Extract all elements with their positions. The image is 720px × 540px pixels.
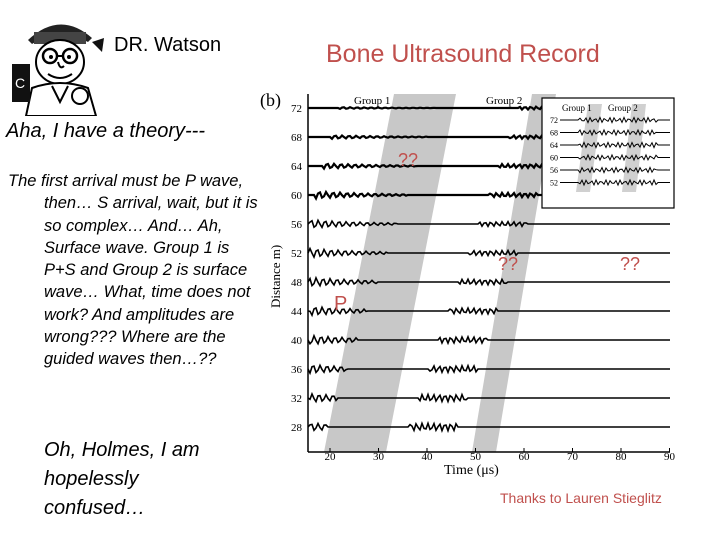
panel-label: (b) [260, 90, 281, 110]
inset-y-tick-label: 68 [550, 128, 558, 138]
y-tick-label: 56 [291, 219, 302, 231]
y-tick-label: 52 [291, 248, 302, 260]
slide-title: Bone Ultrasound Record [326, 40, 600, 68]
inset-group2-label: Group 2 [608, 103, 638, 113]
y-tick-label: 60 [291, 190, 302, 202]
confused-paragraph: Oh, Holmes, I am hopelessly confused… [44, 439, 200, 519]
inset-y-tick-label: 52 [550, 178, 558, 188]
x-tick-label: 20 [324, 451, 336, 463]
inset-plot [542, 98, 674, 208]
trace-line [308, 249, 670, 258]
credit-note: Thanks to Lauren Stieglitz [500, 490, 662, 506]
y-tick-label: 40 [291, 335, 302, 347]
ultrasound-record-figure [258, 88, 688, 480]
y-tick-label: 68 [291, 132, 302, 144]
x-axis-label: Time (μs) [444, 463, 499, 478]
y-tick-label: 36 [291, 364, 302, 376]
inset-y-tick-label: 60 [550, 153, 558, 163]
group1-label: Group 1 [354, 95, 391, 107]
y-tick-label: 44 [291, 306, 302, 318]
x-tick-label: 60 [518, 451, 530, 463]
x-tick-label: 50 [470, 451, 481, 463]
y-axis-label: Distance m) [268, 244, 283, 308]
annotation-question-2: ?? [498, 254, 519, 274]
x-tick-label: 80 [615, 451, 627, 463]
x-tick-label: 40 [421, 451, 433, 463]
dr-watson-avatar [8, 12, 112, 116]
theory-heading: Aha, I have a theory--- [6, 120, 205, 142]
y-tick-label: 72 [291, 103, 302, 115]
speaker-name: DR. Watson [114, 34, 222, 56]
inset-group1-label: Group 1 [562, 103, 592, 113]
inset-y-tick-label: 56 [550, 166, 558, 175]
svg-text:C: C [15, 75, 26, 91]
inset-y-tick-label: 72 [550, 116, 558, 125]
group2-label: Group 2 [486, 95, 523, 107]
y-tick-label: 64 [291, 161, 302, 173]
annotation-p-wave: P [334, 293, 348, 315]
y-tick-label: 28 [291, 422, 302, 434]
explanation-paragraph: The first arrival must be P wave, then… S arrival, wait, but it is so complex… And… Ah, Surface wave. Group 1 is P+S and Group 2 is surface wave… What, time does not work? And amplitudes are wrong??? Where are the guided waves then…?? [8, 172, 258, 369]
x-tick-label: 90 [664, 451, 675, 463]
x-tick-label: 30 [373, 451, 384, 463]
annotation-question-3: ?? [620, 254, 641, 274]
x-tick-label: 70 [567, 451, 578, 463]
annotation-question-1: ?? [398, 150, 419, 170]
inset-y-tick-label: 64 [550, 141, 558, 150]
y-tick-label: 32 [291, 393, 302, 405]
y-tick-label: 48 [291, 277, 302, 289]
trace-line [308, 220, 670, 227]
